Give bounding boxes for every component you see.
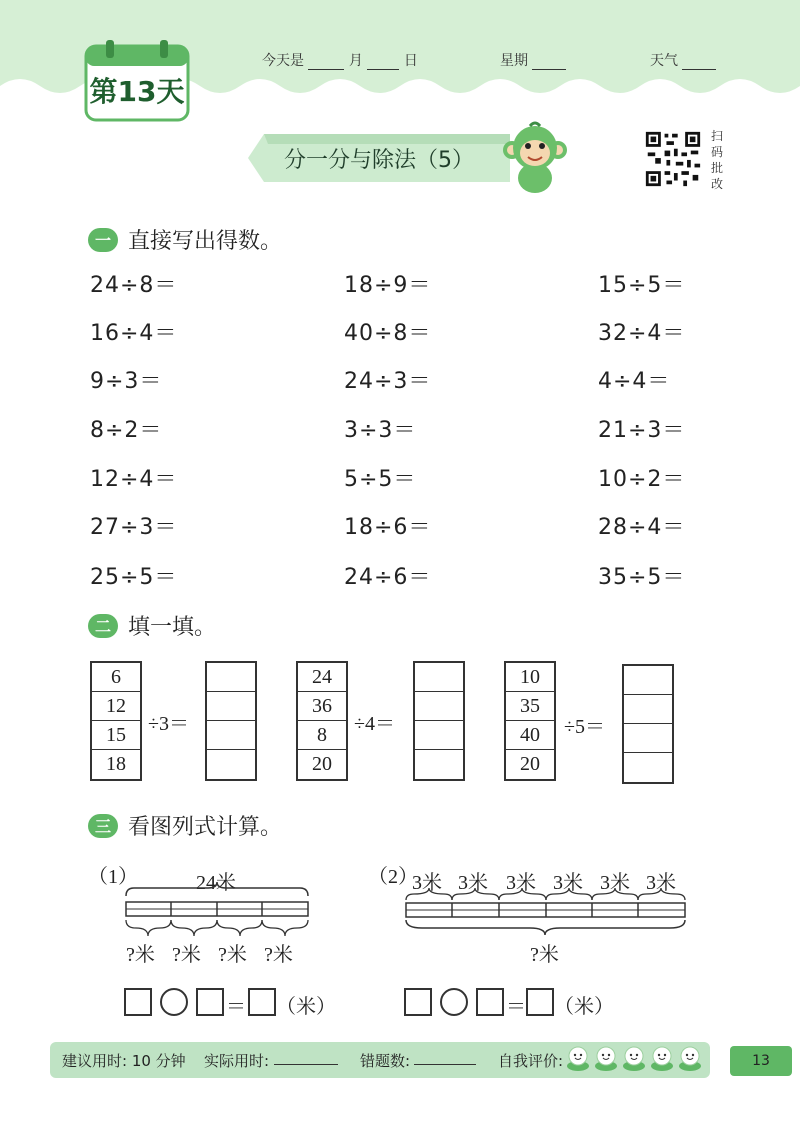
answer-box[interactable] [248,988,276,1016]
smiley-icon[interactable] [567,1047,589,1071]
figure1-label: （1） [88,866,138,888]
given-value-cell: 8 [298,721,346,750]
figure1-part: ?米 [264,944,293,966]
section3-number: 三 [88,814,118,838]
month-blank[interactable] [308,56,344,70]
section1-title: 直接写出得数。 [128,229,283,254]
problem-item: 40÷8＝ [344,321,432,346]
figure2-label: （2） [368,866,418,888]
figure2-diagram [402,886,692,936]
weather-field [650,50,716,70]
given-value-cell: 24 [298,663,346,692]
section3-head [88,810,282,841]
page-number: 13 [730,1046,792,1076]
problem-item: 3÷3＝ [344,418,417,443]
page-title: 分一分与除法（5） [284,148,474,173]
answer-cell[interactable] [624,753,672,782]
equals-sign: ＝ [226,996,246,1018]
monkey-mascot-icon [500,120,570,196]
answer-box[interactable] [124,988,152,1016]
problem-item: 18÷9＝ [344,273,432,298]
given-value-cell: 18 [106,753,126,775]
answer-cell[interactable] [624,666,672,695]
given-value-cell: 40 [506,721,554,750]
figure2-total: ?米 [530,944,559,966]
section1-head [88,224,282,255]
figure2-part: 3米 [553,872,583,894]
problem-item: 4÷4＝ [598,369,671,394]
answer-cell[interactable] [415,692,463,721]
answer-table-2 [413,661,465,781]
answer-cell[interactable] [415,663,463,692]
figure1-part: ?米 [218,944,247,966]
problem-item: 24÷3＝ [344,369,432,394]
problem-item: 21÷3＝ [598,418,686,443]
problem-item: 5÷5＝ [344,467,417,492]
answer-box[interactable] [404,988,432,1016]
day-label: 第13天 [89,75,185,108]
actual-time-label: 实际用时: [204,1052,270,1070]
given-value-cell: 12 [92,692,140,721]
operator-label-3: ÷5＝ [564,716,605,738]
problem-item: 25÷5＝ [90,565,178,590]
answer-cell[interactable] [207,750,255,779]
given-value-cell: 15 [92,721,140,750]
date-line [262,50,418,70]
section3-title: 看图列式计算。 [128,815,283,840]
figure2-part: 3米 [646,872,676,894]
section2-head [88,610,216,641]
problem-item: 10÷2＝ [598,467,686,492]
problem-item: 18÷6＝ [344,515,432,540]
problem-item: 8÷2＝ [90,418,163,443]
day-blank[interactable] [367,56,399,70]
equals-sign: ＝ [506,996,526,1018]
operator-label-1: ÷3＝ [148,713,189,735]
figure2-part: 3米 [458,872,488,894]
problem-item: 15÷5＝ [598,273,686,298]
section2-number: 二 [88,614,118,638]
weekday-blank[interactable] [532,56,566,70]
answer-cell[interactable] [624,724,672,753]
unit-label: （米） [554,996,614,1018]
answer-box[interactable] [196,988,224,1016]
unit-label: （米） [276,996,336,1018]
day-unit-label: 日 [403,53,418,69]
smiley-icon[interactable] [595,1047,617,1071]
problem-item: 28÷4＝ [598,515,686,540]
given-value-cell: 20 [520,753,540,775]
given-values-table-3 [504,661,556,781]
qr-caption: 扫码批改 [710,129,723,191]
section1-number: 一 [88,228,118,252]
weekday-label: 星期 [500,53,528,69]
given-values-table-2 [296,661,348,781]
actual-time-blank[interactable] [274,1064,338,1065]
weather-label: 天气 [650,53,678,69]
operator-circle[interactable] [440,988,468,1016]
answer-box[interactable] [526,988,554,1016]
problem-item: 24÷6＝ [344,565,432,590]
smiley-icon[interactable] [679,1047,701,1071]
weekday-field [500,50,566,70]
figure1-part: ?米 [172,944,201,966]
problem-item: 9÷3＝ [90,369,163,394]
answer-table-1 [205,661,257,781]
answer-cell[interactable] [207,692,255,721]
given-value-cell: 10 [506,663,554,692]
figure2-part: 3米 [412,872,442,894]
figure1-diagram [122,880,312,940]
answer-cell[interactable] [207,721,255,750]
given-value-cell: 20 [312,753,332,775]
smiley-icon[interactable] [623,1047,645,1071]
given-value-cell: 35 [506,692,554,721]
self-eval-rating [566,1044,706,1074]
error-count-blank[interactable] [414,1064,476,1065]
answer-table-3 [622,664,674,784]
problem-item: 35÷5＝ [598,565,686,590]
today-label: 今天是 [262,53,304,69]
problem-item: 12÷4＝ [90,467,178,492]
figure2-part: 3米 [600,872,630,894]
operator-circle[interactable] [160,988,188,1016]
problem-item: 27÷3＝ [90,515,178,540]
problem-item: 24÷8＝ [90,273,178,298]
qr-code-icon[interactable] [642,128,704,190]
answer-cell[interactable] [415,721,463,750]
problem-item: 16÷4＝ [90,321,178,346]
day-badge [84,40,190,122]
weather-blank[interactable] [682,56,716,70]
figure1-part: ?米 [126,944,155,966]
given-values-table-1 [90,661,142,781]
month-label: 月 [348,53,363,69]
section2-title: 填一填。 [128,615,217,640]
smiley-icon[interactable] [651,1047,673,1071]
answer-cell[interactable] [207,663,255,692]
figure2-part: 3米 [506,872,536,894]
problem-item: 32÷4＝ [598,321,686,346]
operator-label-2: ÷4＝ [354,713,395,735]
given-value-cell: 6 [92,663,140,692]
self-eval-label: 自我评价: [498,1052,564,1070]
figure1-total: 24米 [196,872,236,894]
answer-box[interactable] [476,988,504,1016]
given-value-cell: 36 [298,692,346,721]
error-count-label: 错题数: [360,1052,411,1070]
answer-cell[interactable] [624,695,672,724]
suggested-time: 建议用时: 10 分钟 [62,1052,186,1070]
answer-cell[interactable] [415,750,463,779]
